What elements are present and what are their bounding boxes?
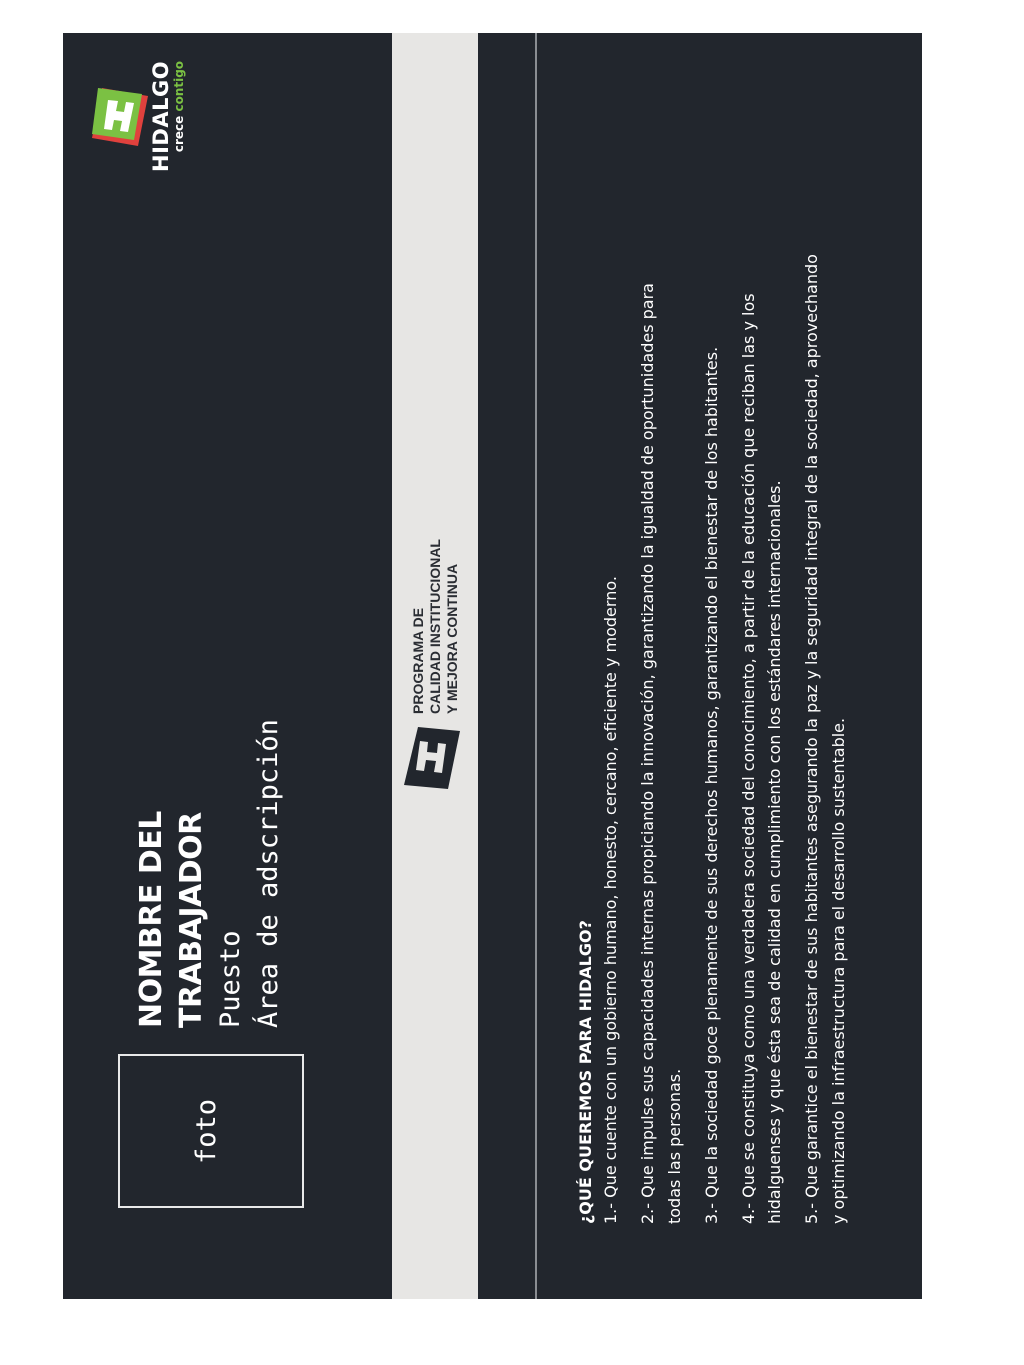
objective-3-line-1: 3.- Que la sociedad goce plenamente de sus derechos humanos, garantizando el bienestar de los habitantes.	[701, 346, 721, 1224]
program-title	[410, 539, 461, 714]
logo-title: HIDALGO	[149, 60, 173, 172]
dark-stripe	[478, 33, 535, 1299]
hidalgo-h-icon	[92, 88, 148, 146]
logo-sub-crece: crece	[172, 111, 186, 153]
photo-label: foto	[191, 1098, 222, 1164]
worker-info	[132, 719, 288, 1028]
worker-area: Área de adscripción	[253, 719, 284, 1028]
divider-line	[535, 33, 537, 1299]
logo-sub-contigo: contigo	[172, 60, 186, 112]
objective-2-line-2: todas las personas.	[664, 1068, 684, 1224]
program-h-icon	[404, 727, 460, 789]
worker-post: Puesto	[215, 930, 246, 1028]
objectives-title: ¿QUÉ QUEREMOS PARA HIDALGO?	[576, 920, 595, 1224]
worker-name-line1: NOMBRE DEL	[134, 811, 169, 1028]
objective-5-line-1: 5.- Que garantice el bienestar de sus habitantes asegurando la paz y la seguridad integral de la sociedad, aprovechando	[802, 254, 821, 1224]
worker-name-line2: TRABAJADOR	[174, 812, 209, 1028]
objective-4-line-1: 4.- Que se constituya como una verdadera sociedad del conocimiento, a partir de la educación que reciban las y los	[738, 293, 758, 1224]
objective-4-line-2: hidalguenses y que ésta sea de calidad en cumplimiento con los estándares internacionales.	[765, 480, 784, 1224]
program-line1: PROGRAMA DE	[410, 607, 426, 714]
logo-subtitle	[172, 61, 186, 172]
program-line3: Y MEJORA CONTINUA	[444, 563, 460, 714]
objective-2-line-1: 2.- Que impulse sus capacidades internas propiciando la innovación, garantizando la igualdad de oportunidades para	[638, 283, 657, 1224]
objectives-text	[574, 254, 852, 1224]
hidalgo-logo-text	[150, 61, 186, 172]
objective-5-line-2: y optimizando la infraestructura para el desarrollo sustentable.	[828, 717, 848, 1224]
objective-1-line-1: 1.- Que cuente con un gobierno humano, honesto, cercano, eficiente y moderno.	[601, 576, 620, 1224]
program-line2: CALIDAD INSTITUCIONAL	[427, 539, 443, 714]
